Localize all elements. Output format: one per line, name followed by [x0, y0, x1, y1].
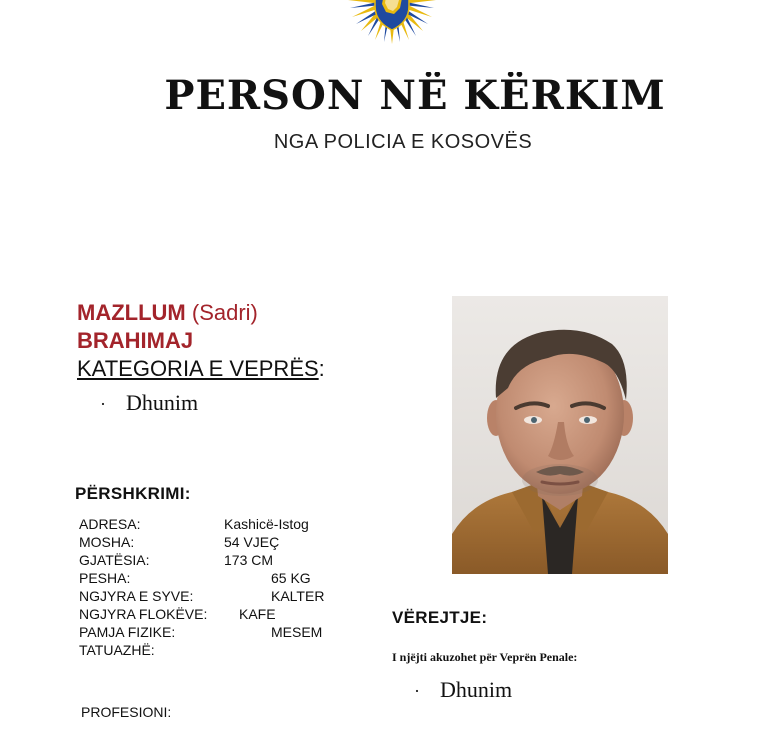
category-heading-text: KATEGORIA E VEPRËS — [77, 356, 319, 381]
person-family-name: BRAHIMAJ — [77, 328, 194, 353]
remarks-text: I njëjti akuzohet për Veprën Penale: — [392, 650, 578, 664]
age-label: MOSHA: — [79, 534, 135, 550]
hair-color-label: NGJYRA FLOKËVE: — [79, 606, 208, 622]
age-value: 54 VJEÇ — [224, 534, 280, 550]
remarks-item-text: Dhunim — [440, 677, 513, 702]
physique-value: MESEM — [271, 624, 323, 640]
eye-color-value: KALTER — [271, 588, 325, 604]
category-heading-colon: : — [318, 356, 325, 381]
eye-color-label: NGJYRA E SYVE: — [79, 588, 194, 604]
person-photo — [452, 296, 668, 574]
person-name-line-1 — [77, 300, 258, 326]
page-subtitle: NGA POLICIA E KOSOVËS — [273, 131, 533, 153]
category-list-item — [100, 390, 198, 416]
profession-label: PROFESIONI: — [81, 704, 172, 720]
tattoo-label: TATUAZHË: — [79, 642, 155, 658]
bullet-icon: · — [414, 681, 420, 701]
police-emblem-icon — [336, 0, 448, 46]
page-title: PERSON NË KËRKIM — [164, 72, 666, 112]
height-label: GJATËSIA: — [79, 552, 150, 568]
weight-label: PESHA: — [79, 570, 131, 586]
description-heading: PËRSHKRIMI: — [75, 484, 191, 503]
height-value: 173 CM — [224, 552, 274, 568]
person-father-name: (Sadri) — [191, 300, 258, 325]
physique-label: PAMJA FIZIKE: — [79, 624, 176, 640]
remarks-heading: VËREJTJE: — [392, 608, 488, 627]
address-value: Kashicë-Istog — [224, 516, 309, 532]
category-item-text: Dhunim — [126, 390, 199, 415]
category-heading — [77, 356, 325, 382]
bullet-icon: · — [100, 394, 106, 414]
person-first-name: MAZLLUM — [77, 300, 186, 325]
remarks-list-item — [414, 677, 512, 703]
hair-color-value: KAFE — [239, 606, 276, 622]
address-label: ADRESA: — [79, 516, 141, 532]
weight-value: 65 KG — [271, 570, 311, 586]
